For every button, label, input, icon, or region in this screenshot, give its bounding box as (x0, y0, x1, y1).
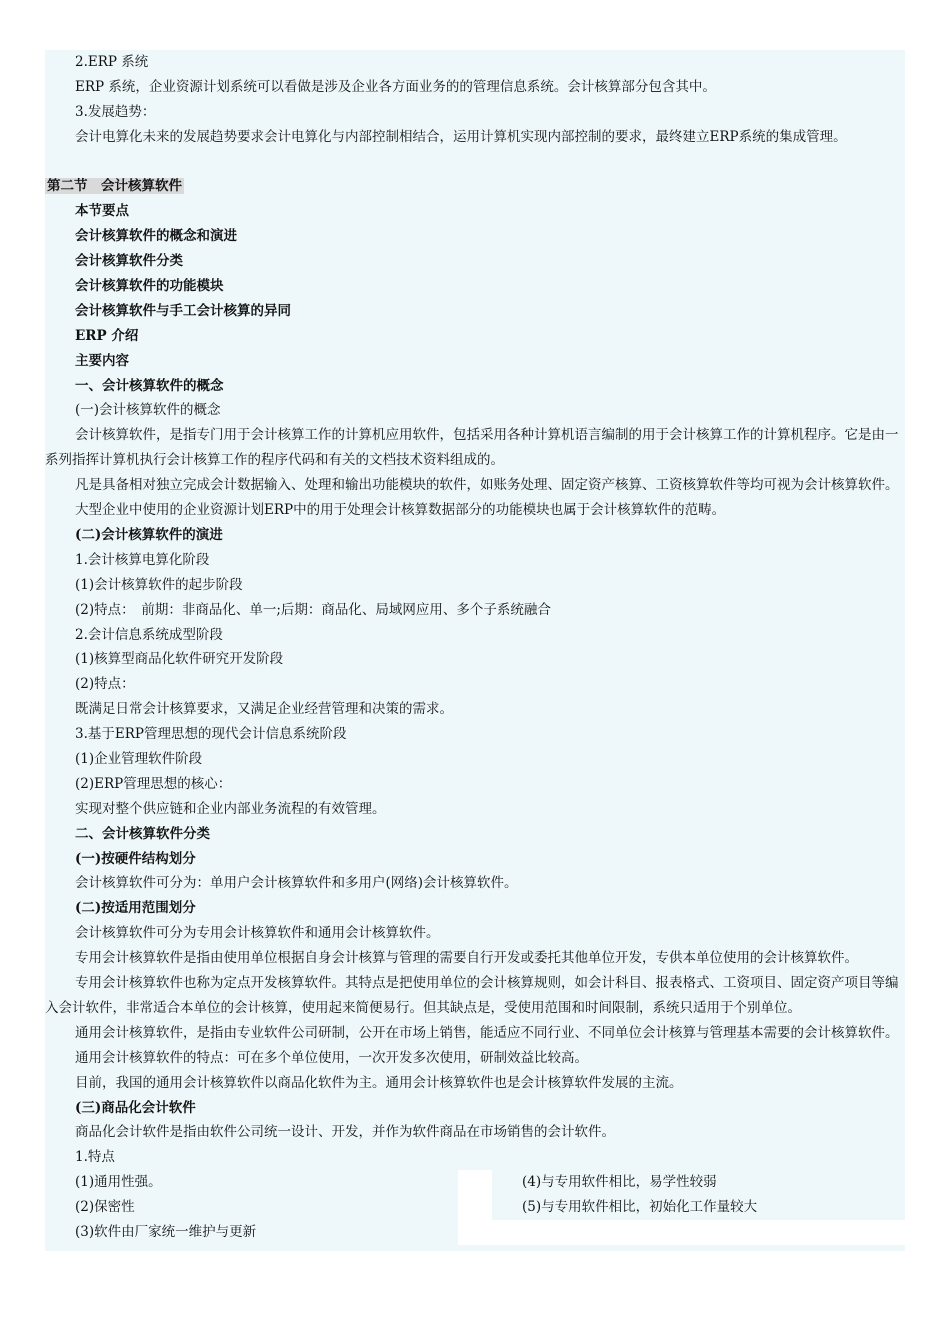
features-left-column (45, 1170, 458, 1245)
feature-item: (1)通用性强。 (75, 1174, 162, 1191)
paragraph: 专用会计核算软件是指由使用单位根据自身会计核算与管理的需要自行开发或委托其他单位开发，专供本单位使用的会计核算软件。 (75, 950, 858, 967)
list-item: 2.会计信息系统成型阶段 (75, 626, 223, 643)
list-item: 3.基于ERP管理思想的现代会计信息系统阶段 (75, 726, 347, 743)
list-item: (2)特点： 前期：非商品化、单一;后期：商品化、局域网应用、多个子系统融合 (75, 601, 551, 618)
blank-cell (458, 1220, 905, 1245)
text-line: 2.ERP 系统 (75, 54, 149, 70)
list-item: (1)会计核算软件的起步阶段 (75, 576, 243, 593)
list-item: (2)特点： (75, 676, 135, 693)
list-item: (2)ERP管理思想的核心： (75, 775, 232, 792)
list-item: (1)核算型商品化软件研究开发阶段 (75, 651, 284, 668)
features-title: 1.特点 (75, 1149, 115, 1166)
key-point-item: 会计核算软件与手工会计核算的异同 (75, 302, 291, 319)
features-right-column (492, 1170, 905, 1220)
paragraph: 会计核算软件，是指专门用于会计核算工作的计算机应用软件，包括采用各种计算机语言编制的用于会计核算工作的计算机程序。它是由一系列指挥计算机执行会计核算工作的程序代码和有关的文档技术资料组成的。 (45, 427, 899, 469)
paragraph: 目前，我国的通用会计核算软件以商品化软件为主。通用会计核算软件也是会计核算软件发展的主流。 (75, 1074, 683, 1091)
features-table (45, 1170, 905, 1245)
paragraph: 通用会计核算软件，是指由专业软件公司研制，公开在市场上销售，能适应不同行业、不同单位会计核算与管理基本需要的会计核算软件。 (75, 1024, 899, 1041)
subheading: (一)按硬件结构划分 (75, 850, 196, 867)
subheading: (三)商品化会计软件 (75, 1099, 196, 1116)
key-point-item: 会计核算软件分类 (75, 253, 183, 270)
paragraph: 专用会计核算软件也称为定点开发核算软件。其特点是把使用单位的会计核算规则，如会计科目、报表格式、工资项目、固定资产项目等编入会计软件，非常适合本单位的会计核算，使用起来简便易行。但其缺点是，受使用范围和时间限制，系统只适用于个别单位。 (45, 975, 899, 1016)
feature-item: (3)软件由厂家统一维护与更新 (75, 1223, 257, 1240)
list-item: 实现对整个供应链和企业内部业务流程的有效管理。 (75, 800, 386, 817)
paragraph: 通用会计核算软件的特点：可在多个单位使用，一次开发多次使用，研制效益比较高。 (75, 1049, 588, 1066)
main-content-heading: 主要内容 (75, 352, 129, 369)
feature-item: (4)与专用软件相比，易学性较弱 (522, 1174, 717, 1191)
part-heading: 一、会计核算软件的概念 (75, 377, 224, 394)
blank-line (45, 150, 905, 175)
key-point-item: 会计核算软件的功能模块 (75, 278, 224, 295)
paragraph: 凡是具备相对独立完成会计数据输入、处理和输出功能模块的软件，如账务处理、固定资产核算、工资核算软件等均可视为会计核算软件。 (75, 477, 899, 494)
list-item: 1.会计核算电算化阶段 (75, 551, 210, 568)
paragraph: 大型企业中使用的企业资源计划ERP中的用于处理会计核算数据部分的功能模块也属于会计核算软件的范畴。 (75, 502, 726, 519)
section-title: 第二节 会计核算软件 (47, 178, 182, 195)
key-point-item: 会计核算软件的概念和演进 (75, 228, 237, 245)
paragraph: 会计核算软件可分为：单用户会计核算软件和多用户(网络)会计核算软件。 (75, 875, 518, 892)
text-line: 3.发展趋势： (75, 103, 156, 120)
subheading: (二)会计核算软件的演进 (75, 526, 223, 543)
list-item: 既满足日常会计核算要求，又满足企业经营管理和决策的需求。 (75, 701, 453, 718)
feature-item: (2)保密性 (75, 1199, 135, 1216)
key-points-heading: 本节要点 (75, 203, 129, 220)
list-item: (1)企业管理软件阶段 (75, 750, 203, 767)
feature-item: (5)与专用软件相比，初始化工作量较大 (522, 1199, 758, 1216)
document-page (45, 50, 905, 1251)
paragraph: 商品化会计软件是指由软件公司统一设计、开发，并作为软件商品在市场销售的会计软件。 (75, 1124, 615, 1141)
key-point-item: ERP 介绍 (75, 327, 139, 344)
text-line: ERP 系统，企业资源计划系统可以看做是涉及企业各方面业务的的管理信息系统。会计核算部分包含其中。 (75, 78, 716, 95)
section-title-row (45, 174, 905, 199)
text-line: 会计电算化未来的发展趋势要求会计电算化与内部控制相结合，运用计算机实现内部控制的要求，最终建立ERP系统的集成管理。 (75, 128, 847, 145)
subheading: (二)按适用范围划分 (75, 900, 196, 917)
paragraph: 会计核算软件可分为专用会计核算软件和通用会计核算软件。 (75, 925, 440, 942)
part-heading: 二、会计核算软件分类 (75, 825, 210, 842)
subheading: (一)会计核算软件的概念 (75, 402, 221, 419)
